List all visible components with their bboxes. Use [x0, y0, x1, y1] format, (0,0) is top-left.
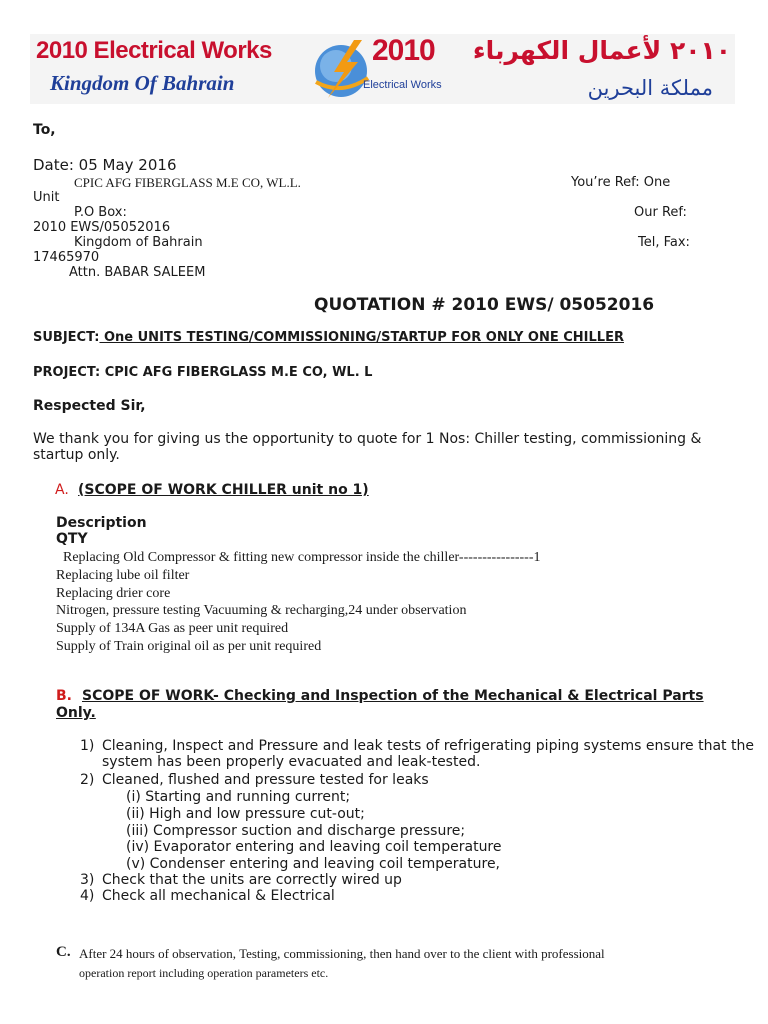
salutation: Respected Sir,	[33, 398, 146, 414]
subject-text: One UNITS TESTING/COMMISSIONING/STARTUP FOR ONLY ONE CHILLER	[99, 330, 624, 345]
project-line: PROJECT: CPIC AFG FIBERGLASS M.E CO, WL. L	[33, 365, 373, 380]
letterhead	[30, 34, 735, 104]
subject-label: SUBJECT:	[33, 330, 100, 345]
scope-b-item-2: Cleaned, flushed and pressure tested for leaks	[102, 772, 429, 788]
date-line: Date: 05 May 2016	[33, 156, 177, 174]
section-a-letter: A.	[55, 482, 69, 498]
intro-line-1: We thank you for giving us the opportunity to quote for 1 Nos: Chiller testing, commissioning &	[33, 431, 702, 447]
subject-line	[33, 330, 624, 345]
logo-year: 2010	[372, 34, 435, 67]
logo-subtitle: Electrical Works	[363, 79, 442, 91]
qty-heading: QTY	[56, 531, 88, 547]
scope-b-num-3: 3)	[80, 872, 95, 888]
our-ref: Our Ref:	[634, 205, 687, 220]
quotation-number: QUOTATION # 2010 EWS/ 05052016	[314, 295, 655, 315]
our-ref-wrap: 2010 EWS/05052016	[33, 220, 171, 235]
scope-a-item-5: Supply of 134A Gas as peer unit required	[56, 621, 289, 636]
tel-fax: Tel, Fax:	[638, 235, 690, 250]
scope-b-subitem-4: (iv) Evaporator entering and leaving coil temperature	[126, 839, 502, 855]
attention-line: Attn. BABAR SALEEM	[69, 265, 206, 280]
scope-a-item-3: Replacing drier core	[56, 586, 171, 601]
your-ref: You’re Ref: One	[571, 175, 671, 190]
description-heading: Description	[56, 515, 147, 531]
scope-b-item-4: Check all mechanical & Electrical	[102, 888, 335, 904]
your-ref-wrap: Unit	[33, 190, 60, 205]
scope-b-num-1: 1)	[80, 738, 95, 754]
address-line-country: Kingdom of Bahrain	[74, 235, 203, 250]
section-c-line-2: operation report including operation parameters etc.	[79, 966, 329, 980]
scope-a-item-1: Replacing Old Compressor & fitting new compressor inside the chiller----------------1	[63, 550, 541, 565]
scope-b-item-1-line-2: system has been properly evacuated and leak-tested.	[102, 754, 481, 770]
tel-fax-wrap: 17465970	[33, 250, 100, 265]
section-a-title: (SCOPE OF WORK CHILLER unit no 1)	[78, 482, 369, 498]
intro-line-2: startup only.	[33, 447, 120, 463]
address-line-company: CPIC AFG FIBERGLASS M.E CO, WL.L.	[74, 175, 301, 190]
scope-b-item-3: Check that the units are correctly wired up	[102, 872, 402, 888]
company-name-en: 2010 Electrical Works	[36, 37, 272, 64]
section-c-letter: C.	[56, 944, 71, 960]
address-line-pobox: P.O Box:	[74, 205, 127, 220]
scope-b-subitem-5: (v) Condenser entering and leaving coil temperature,	[126, 856, 501, 872]
scope-a-item-6: Supply of Train original oil as per unit required	[56, 639, 322, 654]
scope-b-num-4: 4)	[80, 888, 95, 904]
company-location-en: Kingdom Of Bahrain	[50, 71, 235, 95]
scope-a-item-2: Replacing lube oil filter	[56, 568, 190, 583]
section-b-title-line-2: Only.	[56, 705, 96, 721]
section-c-line-1: After 24 hours of observation, Testing, commissioning, then hand over to the client with professional	[79, 946, 605, 961]
company-location-ar: مملكة البحرين	[587, 76, 713, 100]
scope-b-subitem-1: (i) Starting and running current;	[126, 789, 351, 805]
to-label: To,	[33, 122, 56, 138]
section-b-title-line-1: SCOPE OF WORK- Checking and Inspection of the Mechanical & Electrical Parts	[82, 688, 704, 704]
section-b-letter: B.	[56, 688, 72, 704]
scope-b-num-2: 2)	[80, 772, 95, 788]
scope-b-subitem-2: (ii) High and low pressure cut-out;	[126, 806, 365, 822]
scope-b-subitem-3: (iii) Compressor suction and discharge pressure;	[126, 823, 466, 839]
scope-b-item-1-line-1: Cleaning, Inspect and Pressure and leak tests of refrigerating piping systems ensure that the	[102, 738, 754, 754]
scope-a-item-4: Nitrogen, pressure testing Vacuuming & recharging,24 under observation	[56, 603, 467, 618]
company-name-ar: ٢٠١٠ لأعمال الكهرباء	[472, 36, 731, 65]
